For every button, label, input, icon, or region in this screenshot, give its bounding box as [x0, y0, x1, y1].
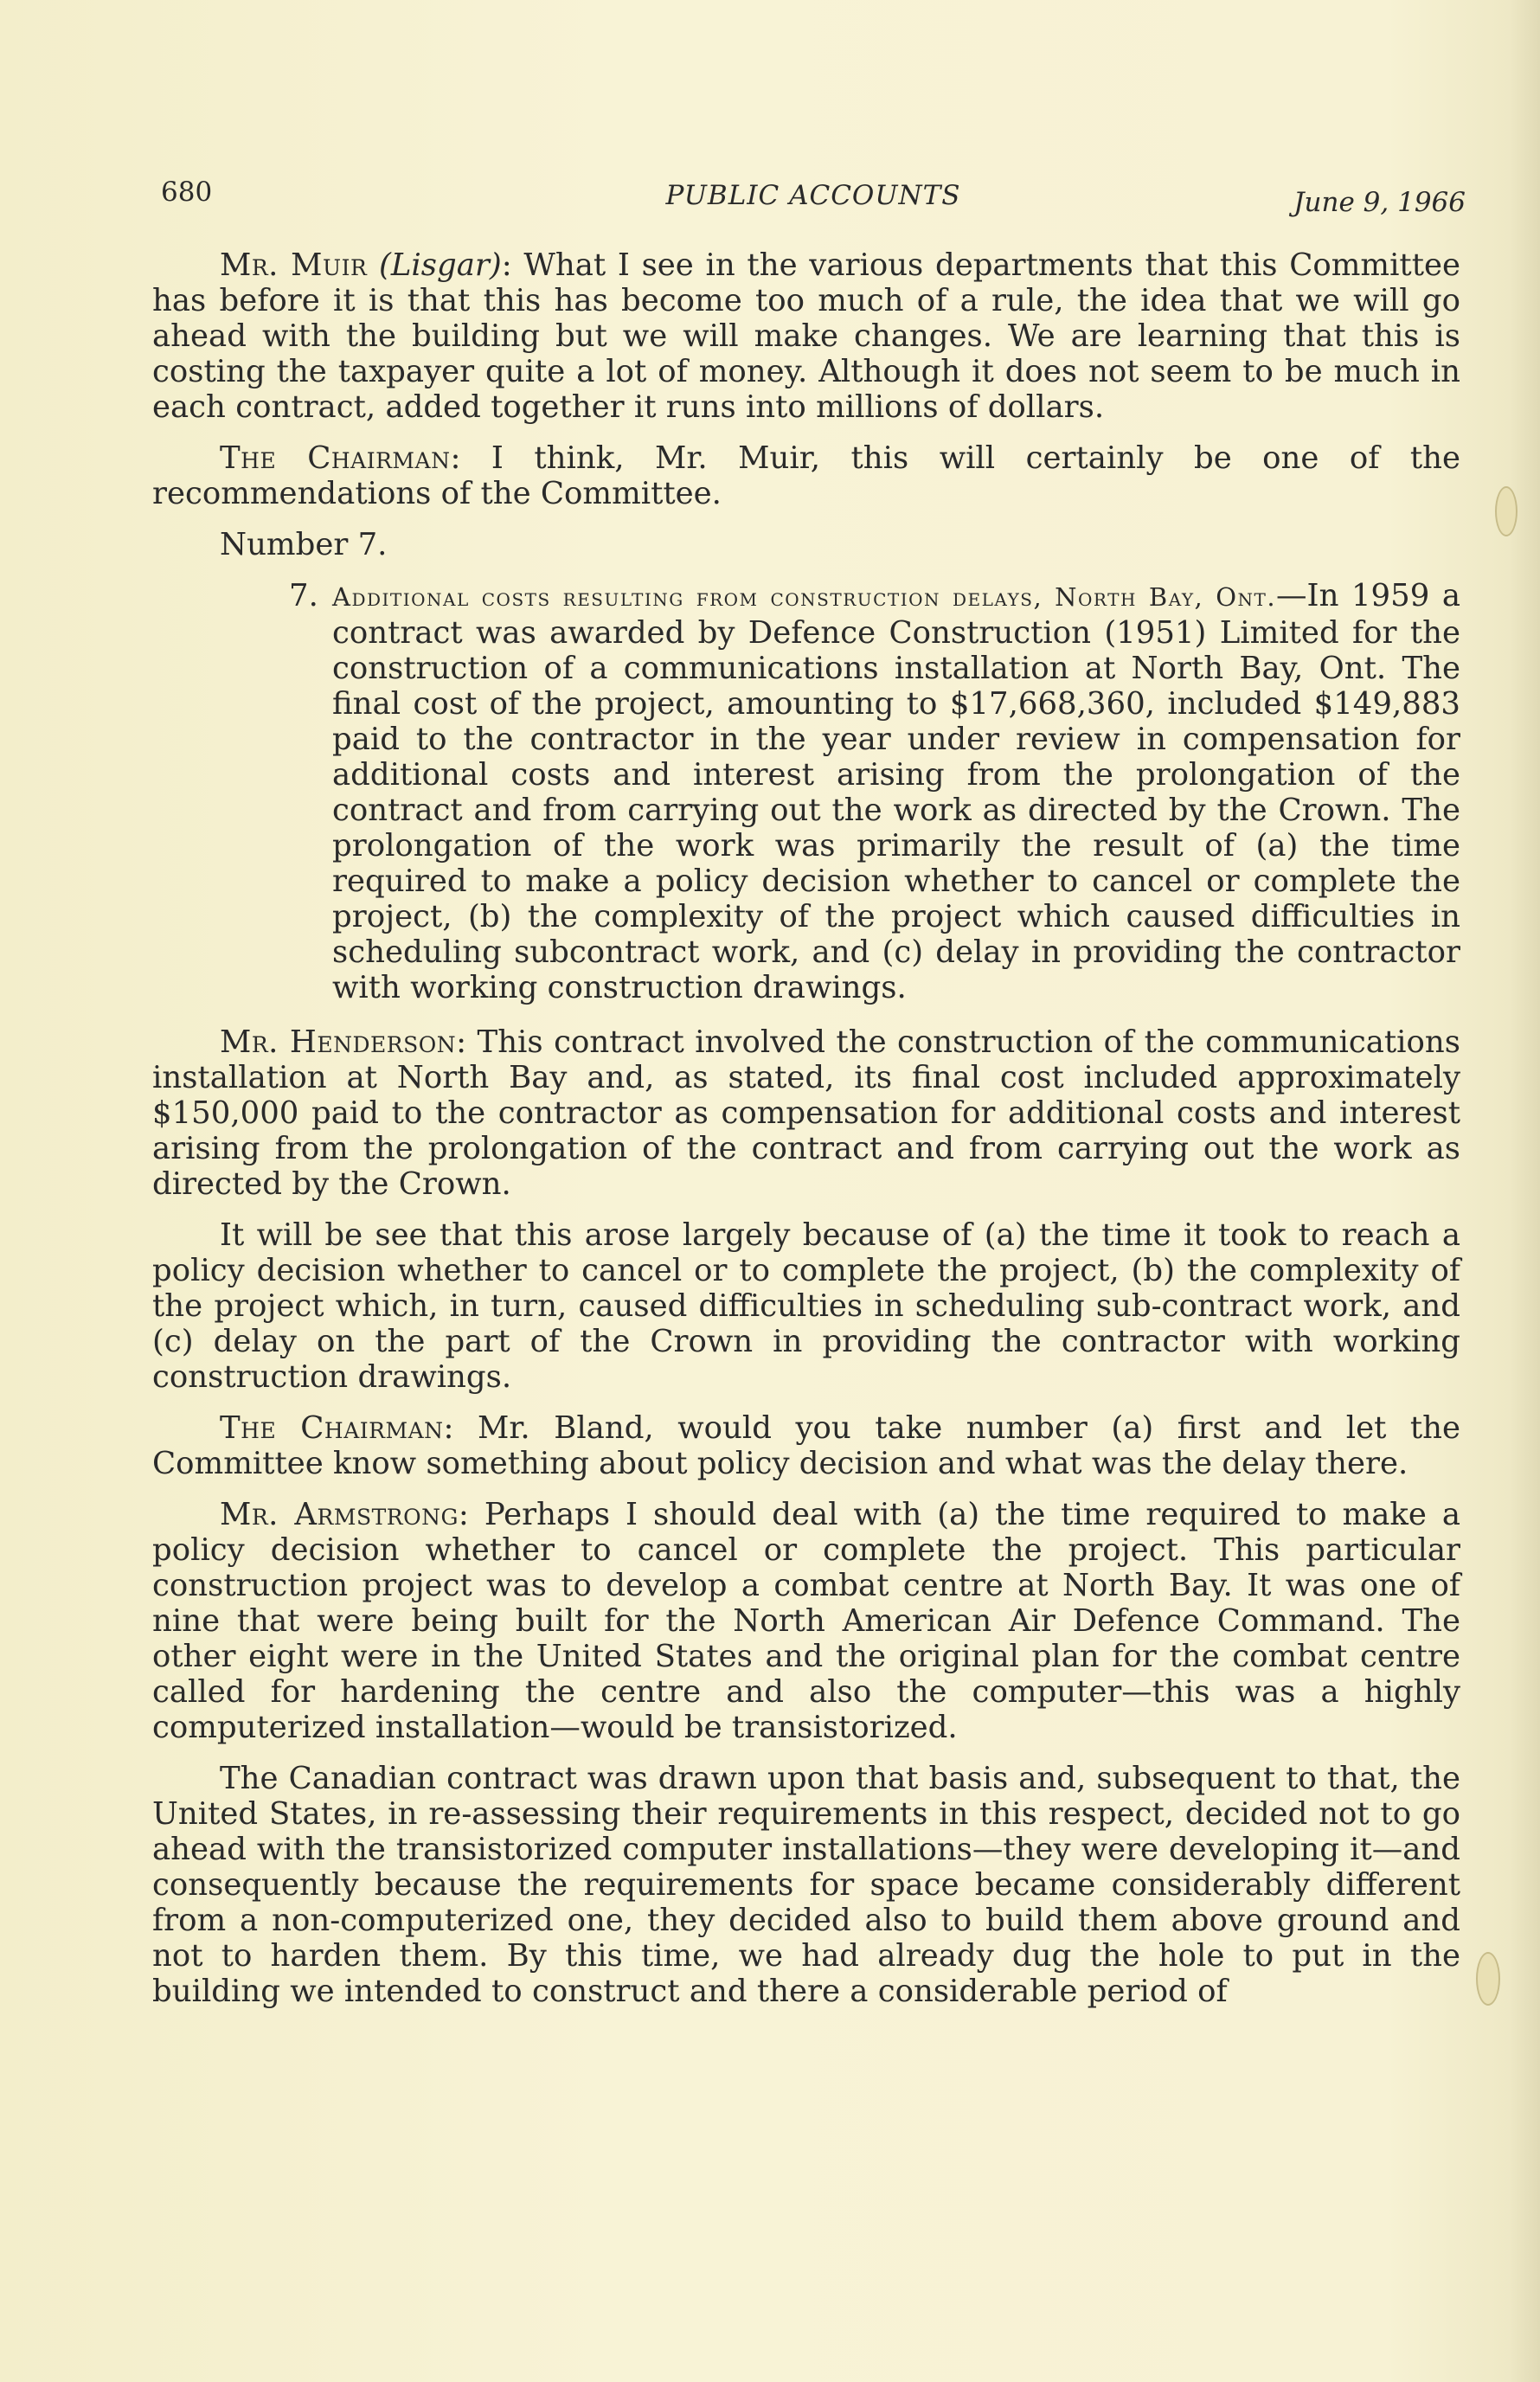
item-heading: Additional costs resulting from construction delays, North Bay, Ont. [332, 582, 1277, 612]
paragraph-henderson-2 [152, 1217, 1460, 1395]
paragraph-text: : Mr. Bland, would you take number (a) first and let the Committee know something about policy decision and what was the delay there. [152, 1410, 1461, 1481]
speaker-name: Mr. Muir [220, 247, 368, 283]
paragraph-text: It will be see that this arose largely because of (a) the time it took to reach a policy decision whether to cancel or to complete the project, (b) the complexity of the project which, in turn, caused difficulties in scheduling sub-contract work, and (c) delay on the part of the Crown in providing the contractor with working construction drawings. [152, 1217, 1460, 1395]
page-edge-shadow [1509, 0, 1540, 2382]
paragraph-text: : What I see in the various departments that this Committee has before it is that this has become too much of a rule, the idea that we will go ahead with the building but we will make changes. We are learning that this is costing the taxpayer quite a lot of money. Although it does not seem to be much in each contract, added together it runs into millions of dollars. [152, 247, 1460, 425]
paragraph-text: The Canadian contract was drawn upon that basis and, subsequent to that, the United States, in re-assessing their requirements in this respect, decided not to go ahead with the transistorized computer installations—they were developing it—and consequently because the requirements for space became considerably different from a non-computerized one, they decided also to build them above ground and not to harden them. By this time, we had already dug the hole to put in the building we intended to construct and there a considerable period of [152, 1761, 1460, 2009]
speaker-name: Mr. Henderson [220, 1024, 457, 1060]
paragraph-armstrong-2 [152, 1761, 1460, 2009]
paragraph-henderson [152, 1024, 1460, 1202]
riding-name: (Lisgar) [378, 247, 502, 283]
paragraph-chairman-2 [152, 1410, 1460, 1481]
audit-item-7 [152, 578, 1460, 1005]
paragraph-chairman-1 [152, 440, 1460, 511]
speaker-name: Mr. Armstrong [220, 1497, 459, 1532]
paragraph-text: : I think, Mr. Muir, this will certainly be one of the recommendations of the Committee. [152, 440, 1461, 511]
running-date: June 9, 1966 [1293, 187, 1466, 218]
binding-hole-mark-top [1495, 486, 1518, 536]
paragraph-text: Number 7. [220, 527, 388, 562]
paragraph-armstrong [152, 1497, 1460, 1745]
paragraph-text: : Perhaps I should deal with (a) the time required to make a policy decision whether to cancel or complete the project. This particular construction project was to develop a combat centre at North Bay. It was one of nine that were being built for the North American Air Defence Command. The other eight were in the United States and the original plan for the combat centre called for hardening the centre and also the computer—this was a highly computerized installation—would be transistorized. [152, 1497, 1460, 1745]
running-title: PUBLIC ACCOUNTS [665, 180, 961, 211]
running-header [161, 177, 1466, 228]
page-number: 680 [161, 177, 213, 208]
item-text: —In 1959 a contract was awarded by Defence Construction (1951) Limited for the construction of a communications installation at North Bay, Ont. The final cost of the project, amounting to $17,668,360, included $149,883 paid to the contractor in the year under review in compensation for additional costs and interest arising from the prolongation of the contract and from carrying out the work as directed by the Crown. The prolongation of the work was primarily the result of (a) the time required to make a policy decision whether to cancel or complete the project, (b) the complexity of the project which caused difficulties in scheduling subcontract work, and (c) delay in providing the contractor with working construction drawings. [332, 578, 1461, 1005]
body-text [152, 247, 1460, 2025]
speaker-name: The Chairman [220, 440, 451, 476]
speaker-name: The Chairman [220, 1410, 444, 1446]
paragraph-number-7 [152, 527, 1460, 562]
binding-hole-mark-bottom [1476, 1952, 1500, 2006]
item-number: 7. [289, 578, 318, 613]
paragraph-muir [152, 247, 1460, 425]
paragraph-text: : This contract involved the construction of the communications installation at North Bay and, as stated, its final cost included approximately $150,000 paid to the contractor as compensation for additional costs and interest arising from the prolongation of the contract and from carrying out the work as directed by the Crown. [152, 1024, 1460, 1202]
